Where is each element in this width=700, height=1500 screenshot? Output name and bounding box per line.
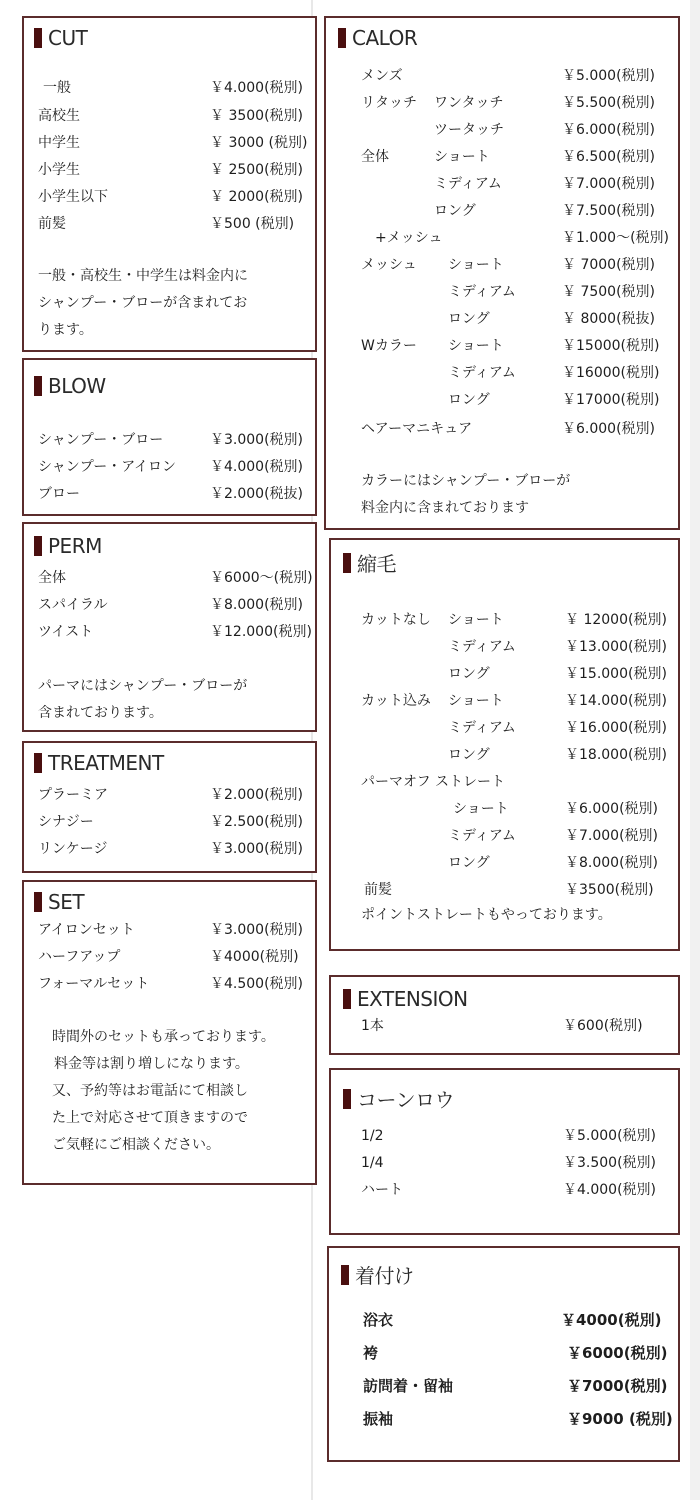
item-price: ￥3.000(税別): [210, 432, 304, 448]
item-label: 前髪: [364, 882, 392, 898]
note-line: カラーにはシャンプー・ブローが: [361, 473, 571, 489]
note-line: シャンプー・ブローが含まれてお: [38, 295, 248, 311]
item-label: ツイスト: [38, 624, 94, 640]
title-text: 縮毛: [357, 552, 396, 576]
title-text: SET: [48, 890, 85, 914]
right-edge: [690, 0, 700, 1500]
item-price: ￥ 2000(税別): [210, 189, 304, 205]
section-title: [341, 1260, 414, 1289]
item-price: ￥6.000(税別): [562, 421, 656, 437]
item-price: ￥9000 (税別): [567, 1410, 673, 1428]
item-price: ￥15000(税別): [562, 338, 660, 354]
item-price: ￥ 12000(税別): [565, 612, 667, 628]
item-price: ￥16.000(税別): [565, 720, 667, 736]
item-price: ￥2.000(税別): [210, 787, 304, 803]
item-label: シナジー: [38, 814, 94, 830]
item-price: ￥4.000(税別): [563, 1182, 657, 1198]
item-label: ブロー: [38, 486, 80, 502]
item-label: 一般: [43, 80, 71, 96]
item-label: 高校生: [38, 108, 80, 124]
note-line: パーマにはシャンプー・ブローが: [38, 678, 248, 694]
note-line: 又、予約等はお電話にて相談し: [52, 1083, 248, 1099]
item-price: ￥5.000(税別): [563, 1128, 657, 1144]
shukumo-section: [329, 538, 680, 951]
item-price: ￥7.500(税別): [562, 203, 656, 219]
item-price: ￥6.500(税別): [562, 149, 656, 165]
item-label: フォーマルセット: [38, 976, 150, 992]
item-sublabel: ショート: [448, 338, 504, 354]
item-price: ￥4000(税別): [210, 949, 299, 965]
note-line: 含まれております。: [38, 705, 163, 721]
item-price: ￥3.000(税別): [210, 841, 304, 857]
item-price: ￥4.000(税別): [210, 80, 304, 96]
item-price: ￥7.000(税別): [565, 828, 659, 844]
item-label: 1本: [361, 1018, 384, 1034]
title-text: CALOR: [352, 26, 418, 50]
section-title: [34, 374, 106, 398]
item-label: ハーフアップ: [38, 949, 121, 965]
blow-section: [22, 358, 317, 516]
item-price: ￥17000(税別): [562, 392, 660, 408]
section-title: [338, 26, 417, 50]
item-price: ￥2.000(税抜): [210, 486, 304, 502]
item-price: ￥13.000(税別): [565, 639, 667, 655]
item-label: 1/4: [361, 1155, 384, 1171]
title-marker: [338, 28, 346, 48]
item-sublabel: ロング: [448, 666, 490, 682]
item-price: ￥6.000(税別): [562, 122, 656, 138]
note-line: ご気軽にご相談ください。: [52, 1137, 220, 1153]
section-title: [343, 1084, 454, 1113]
item-sublabel: ミディアム: [448, 720, 516, 736]
item-price: ￥ 7000(税別): [562, 257, 656, 273]
calor-section: [324, 16, 680, 530]
section-title: [343, 987, 468, 1011]
item-label: 1/2: [361, 1128, 384, 1144]
item-sublabel: ショート: [453, 801, 509, 817]
item-label: 全体: [38, 570, 66, 586]
title-text: TREATMENT: [48, 751, 164, 775]
item-price: ￥6000(税別): [567, 1344, 668, 1362]
item-sublabel: ショート: [448, 693, 504, 709]
item-label: メッシュ: [361, 257, 417, 273]
title-text: コーンロウ: [357, 1088, 455, 1112]
item-sublabel: ミディアム: [448, 639, 516, 655]
title-marker: [34, 376, 42, 396]
note-line: 一般・高校生・中学生は料金内に: [38, 268, 248, 284]
item-price: ￥600(税別): [563, 1018, 643, 1034]
title-text: 着付け: [355, 1264, 414, 1288]
item-sublabel: ショート: [448, 612, 504, 628]
title-text: PERM: [48, 534, 102, 558]
item-label: アイロンセット: [38, 922, 135, 938]
item-label: 前髪: [38, 216, 66, 232]
note-line: 時間外のセットも承っております。: [52, 1029, 275, 1045]
cut-section: [22, 16, 317, 352]
item-sublabel: ワンタッチ: [434, 95, 504, 111]
title-text: CUT: [48, 26, 88, 50]
title-marker: [34, 28, 42, 48]
item-label: 中学生: [38, 135, 80, 151]
item-price: ￥ 3500(税別): [210, 108, 304, 124]
section-title: [34, 751, 164, 775]
item-label: 訪問着・留袖: [363, 1377, 454, 1395]
item-label: スパイラル: [38, 597, 108, 613]
note-line: 料金等は割り増しになります。: [54, 1056, 249, 1072]
section-title: [34, 534, 102, 558]
item-label: リタッチ: [361, 95, 417, 111]
title-marker: [341, 1265, 349, 1285]
set-section: [22, 880, 317, 1185]
item-sublabel: ミディアム: [434, 176, 502, 192]
treatment-section: [22, 741, 317, 873]
item-label: 小学生以下: [38, 189, 108, 205]
item-sublabel: ロング: [448, 855, 490, 871]
item-price: ￥4000(税別): [561, 1311, 662, 1329]
item-price: ￥3500(税別): [565, 882, 654, 898]
item-label: 小学生: [38, 162, 80, 178]
item-label: メンズ: [361, 68, 403, 84]
item-price: ￥15.000(税別): [565, 666, 667, 682]
title-marker: [34, 892, 42, 912]
title-marker: [343, 553, 351, 573]
item-price: ￥500 (税別): [210, 216, 295, 232]
item-sublabel: ミディアム: [448, 365, 516, 381]
item-label: Wカラー: [361, 338, 417, 354]
item-sublabel: ショート: [434, 149, 490, 165]
item-price: ￥4.500(税別): [210, 976, 304, 992]
item-label: 振袖: [363, 1410, 394, 1428]
item-price: ￥4.000(税別): [210, 459, 304, 475]
item-price: ￥5.000(税別): [562, 68, 656, 84]
item-price: ￥ 3000 (税別): [210, 135, 308, 151]
item-price: ￥14.000(税別): [565, 693, 667, 709]
item-label: プラーミア: [38, 787, 108, 803]
item-sublabel: ミディアム: [448, 284, 516, 300]
item-price: ￥ 7500(税別): [562, 284, 656, 300]
title-text: BLOW: [48, 374, 106, 398]
title-marker: [343, 1089, 351, 1109]
title-text: EXTENSION: [357, 987, 468, 1011]
item-label: ハート: [361, 1182, 403, 1198]
item-sublabel: ロング: [448, 392, 490, 408]
item-label: リンケージ: [38, 841, 108, 857]
item-price: ￥8.000(税別): [565, 855, 659, 871]
title-marker: [34, 753, 42, 773]
cornrow-section: [329, 1068, 680, 1235]
section-title: [343, 548, 396, 577]
item-price: ￥2.500(税別): [210, 814, 304, 830]
item-price: ￥5.500(税別): [562, 95, 656, 111]
item-label: シャンプー・ブロー: [38, 432, 164, 448]
item-price: ￥12.000(税別): [210, 624, 312, 640]
title-marker: [343, 989, 351, 1009]
item-price: ￥ 8000(税抜): [562, 311, 656, 327]
item-price: ￥1.000〜(税別): [562, 230, 670, 246]
perm-section: [22, 522, 317, 732]
item-price: ￥8.000(税別): [210, 597, 304, 613]
item-price: ￥7000(税別): [567, 1377, 668, 1395]
item-price: ￥ 2500(税別): [210, 162, 304, 178]
item-label: カットなし: [361, 612, 431, 628]
item-sublabel: ミディアム: [448, 828, 516, 844]
item-sublabel: ロング: [448, 311, 490, 327]
note-line: ります。: [38, 322, 93, 338]
item-sublabel: ロング: [434, 203, 476, 219]
item-price: ￥6.000(税別): [565, 801, 659, 817]
item-price: ￥7.000(税別): [562, 176, 656, 192]
item-sublabel: ショート: [448, 257, 504, 273]
item-label: パーマオフ ストレート: [361, 774, 506, 790]
kitsuke-section: [327, 1246, 680, 1462]
item-price: ￥18.000(税別): [565, 747, 667, 763]
section-title: [34, 890, 84, 914]
item-price: ￥16000(税別): [562, 365, 660, 381]
item-label: 浴衣: [363, 1311, 394, 1329]
item-label: +メッシュ: [375, 230, 443, 246]
title-marker: [34, 536, 42, 556]
item-sublabel: ロング: [448, 747, 490, 763]
item-label: シャンプー・アイロン: [38, 459, 177, 475]
note-line: ポイントストレートもやっております。: [361, 907, 612, 923]
item-price: ￥3.500(税別): [563, 1155, 657, 1171]
note-line: 料金内に含まれております: [361, 500, 529, 516]
section-title: [34, 26, 87, 50]
item-price: ￥6000〜(税別): [210, 570, 313, 586]
item-price: ￥3.000(税別): [210, 922, 304, 938]
item-sublabel: ツータッチ: [434, 122, 504, 138]
item-label: 全体: [361, 149, 389, 165]
item-label: ヘアーマニキュア: [361, 421, 473, 437]
item-label: カット込み: [361, 693, 431, 709]
extension-section: [329, 975, 680, 1055]
item-label: 袴: [363, 1344, 379, 1362]
note-line: た上で対応させて頂きますので: [52, 1110, 248, 1126]
